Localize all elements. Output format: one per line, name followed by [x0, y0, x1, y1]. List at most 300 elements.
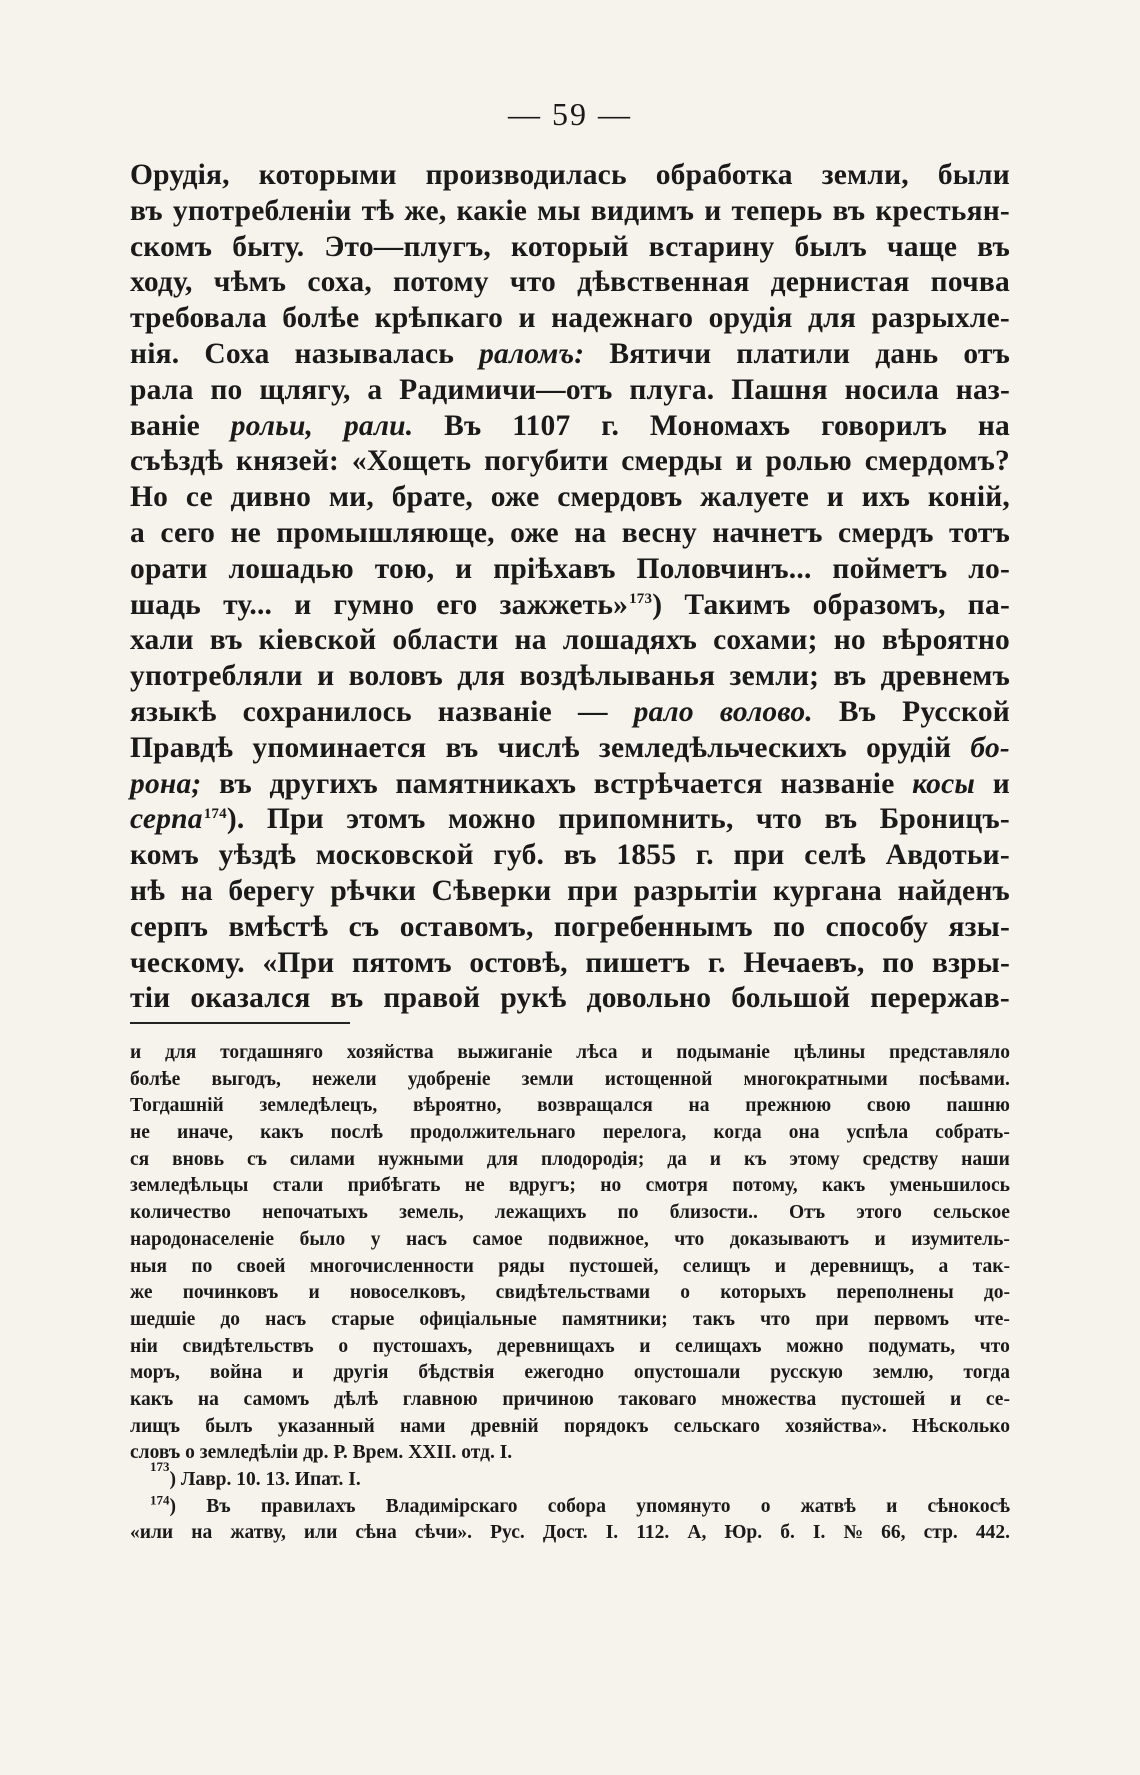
word: которыхъ	[720, 1282, 807, 1304]
word: А,	[687, 1522, 707, 1544]
word: ролью	[765, 445, 852, 478]
word: потому,	[732, 1175, 798, 1197]
word: бо-	[970, 731, 1010, 764]
word: въ	[130, 194, 163, 227]
word: первомъ	[873, 1308, 949, 1330]
word: воздѣлыванья	[519, 660, 716, 693]
word: и	[639, 1335, 651, 1357]
text-line	[130, 946, 1010, 982]
word: чѣмъ	[213, 266, 287, 299]
word: сельское	[933, 1202, 1010, 1224]
word: возвращался	[537, 1095, 653, 1117]
word: нужными	[377, 1148, 464, 1170]
word: правой	[383, 982, 481, 1015]
word: древнемъ	[880, 660, 1010, 693]
word: брате,	[391, 481, 473, 514]
word: скомъ	[130, 230, 213, 263]
word: землю,	[872, 1362, 934, 1384]
word: лошадью	[228, 552, 354, 585]
word: о	[180, 1442, 195, 1464]
footnote-line	[130, 1200, 1010, 1227]
word: орудія	[708, 302, 793, 335]
word: о	[680, 1282, 691, 1304]
word: рала	[130, 373, 194, 406]
footnote-line	[130, 1093, 1010, 1120]
text-line	[130, 301, 1010, 337]
word: быту.	[232, 230, 305, 263]
word: множества	[721, 1388, 817, 1410]
word: встарину	[648, 230, 775, 263]
footnote-line	[130, 1387, 1010, 1414]
word: кіевской	[258, 624, 377, 657]
word: количество	[130, 1202, 231, 1224]
word: можно	[786, 1335, 844, 1357]
word: Мономахъ	[649, 409, 791, 442]
word: стали	[272, 1175, 324, 1197]
word: области	[392, 624, 499, 657]
word: дернистая	[770, 266, 910, 299]
word: г.	[707, 946, 726, 979]
word: въ	[824, 803, 858, 836]
footnote-ref: 173	[629, 590, 653, 607]
word: отъ	[963, 337, 1010, 370]
word: «или	[130, 1522, 174, 1544]
word: Р.	[328, 1442, 348, 1464]
word: нами	[400, 1415, 446, 1437]
word: встрѣчается	[593, 767, 763, 800]
word: на	[688, 1095, 710, 1117]
word: так-	[972, 1255, 1010, 1277]
footnote-line	[130, 1494, 1010, 1521]
word: свидѣтельствами	[495, 1282, 651, 1304]
word: земледѣлецъ,	[259, 1095, 378, 1117]
text-line	[130, 337, 1010, 373]
word: коній,	[927, 481, 1010, 514]
word: жалуете	[700, 481, 810, 514]
word: иначе,	[177, 1122, 233, 1144]
word: смердомъ?	[864, 445, 1010, 478]
word: по	[210, 373, 243, 406]
word: прежнюю	[745, 1095, 832, 1117]
footnote-line	[130, 1440, 1010, 1467]
word: и	[992, 767, 1010, 800]
word: носила	[844, 373, 939, 406]
word: почва	[930, 266, 1010, 299]
word: рона;	[130, 767, 202, 800]
word: перержав-	[870, 982, 1010, 1015]
text-line	[130, 265, 1010, 301]
footnote-line	[130, 1040, 1010, 1067]
word: и	[518, 302, 536, 335]
word: въ	[445, 731, 479, 764]
word: по	[617, 1202, 639, 1224]
word: 442.	[975, 1522, 1010, 1544]
text-line	[130, 409, 1010, 445]
word: земель,	[399, 1202, 464, 1224]
word: ходу,	[130, 266, 193, 299]
word: и	[317, 660, 335, 693]
word: I.	[605, 1522, 619, 1544]
word: рѣчки	[330, 874, 417, 907]
word: хозяйства».	[785, 1415, 887, 1437]
word: пашню	[946, 1095, 1010, 1117]
word: употребляли	[130, 660, 303, 693]
word: оже	[510, 516, 559, 549]
word: для	[486, 1148, 519, 1170]
word: въ	[563, 839, 597, 872]
word: при	[567, 874, 619, 907]
word: названіе	[437, 695, 552, 728]
word: хали	[130, 624, 194, 657]
word: вмѣстѣ	[228, 910, 329, 943]
word: лошадяхъ	[562, 624, 698, 657]
word: старые	[331, 1308, 395, 1330]
text-line	[130, 910, 1010, 946]
word: №	[843, 1522, 864, 1544]
word: болѣе	[130, 1068, 181, 1090]
word: сохранилось	[242, 695, 412, 728]
word: б.	[780, 1522, 795, 1544]
word: крѣпкаго	[374, 302, 504, 335]
word: народонаселеніе	[130, 1228, 275, 1250]
word: деревнищахъ	[496, 1335, 615, 1357]
word: сохами;	[713, 624, 818, 657]
word: силами	[289, 1148, 355, 1170]
word: Въ	[206, 1495, 231, 1517]
footnote-line	[130, 1520, 1010, 1547]
word: тотъ	[949, 516, 1010, 549]
word: Юр.	[724, 1522, 763, 1544]
word: Тогдашній	[130, 1095, 224, 1117]
word: были	[937, 159, 1010, 191]
text-line	[130, 767, 1010, 803]
word: въ	[833, 660, 867, 693]
word: берегу	[228, 874, 315, 907]
word: оже	[490, 481, 540, 514]
word: хозяйства	[346, 1042, 434, 1063]
text-line	[130, 659, 1010, 695]
word: при	[815, 1308, 849, 1330]
word: моръ,	[130, 1362, 180, 1384]
word: на	[180, 874, 213, 907]
word: этомъ	[346, 803, 426, 836]
word: на	[191, 1522, 213, 1544]
main-text	[130, 158, 1010, 1017]
word: крестьян-	[875, 194, 1010, 227]
word: земли;	[729, 660, 820, 693]
word: самомъ	[243, 1388, 310, 1410]
footnote-line	[130, 1120, 1010, 1147]
word: и	[704, 194, 722, 227]
word: упоминается	[252, 731, 427, 764]
word: Такимъ	[684, 588, 791, 621]
word: Нечаевъ,	[743, 946, 865, 979]
word: наши	[961, 1148, 1010, 1170]
word: или	[303, 1522, 338, 1544]
word: 112.	[636, 1522, 670, 1544]
word: князей:	[235, 445, 340, 478]
text-line	[130, 731, 1010, 767]
word: I.	[812, 1522, 826, 1544]
word: разрыхле-	[871, 302, 1010, 335]
word: непочатыхъ	[262, 1202, 368, 1224]
word: пріѣхавъ	[493, 552, 616, 585]
text-line	[130, 695, 1010, 731]
footnote-line	[130, 1173, 1010, 1200]
word: Врем.	[347, 1442, 404, 1464]
word: указанный	[277, 1415, 375, 1437]
word: найденъ	[897, 874, 1010, 907]
word: сельскаго	[673, 1415, 760, 1437]
word: о	[760, 1495, 771, 1517]
word: успѣла	[846, 1122, 909, 1144]
word: ныя	[130, 1255, 168, 1277]
word: селищъ	[682, 1255, 751, 1277]
word: жатвѣ	[800, 1495, 856, 1517]
footnote-line	[130, 1307, 1010, 1334]
word: собрать-	[935, 1122, 1010, 1144]
word: въ	[977, 230, 1010, 263]
word: подвижное,	[548, 1228, 649, 1250]
word: I.	[494, 1442, 513, 1464]
word: и	[308, 1282, 320, 1304]
word: перелога,	[602, 1122, 687, 1144]
word: бѣдствія	[418, 1362, 495, 1384]
word: съ	[348, 910, 380, 943]
word: называлась	[294, 337, 455, 370]
word: лищъ	[130, 1415, 181, 1437]
word: памятники;	[561, 1308, 668, 1330]
word: опустошали	[633, 1362, 741, 1384]
text-line	[130, 802, 1010, 838]
word: переполнены	[836, 1282, 954, 1304]
text-line	[130, 981, 1010, 1017]
word: уѣздѣ	[218, 839, 297, 872]
word: остовѣ,	[469, 946, 568, 979]
word: др.	[298, 1442, 329, 1464]
word: правилахъ	[260, 1495, 356, 1517]
word: плуга.	[629, 373, 715, 406]
word: деревнищъ,	[810, 1255, 915, 1277]
word: упомянуто	[636, 1495, 731, 1517]
word: сѣнокосѣ	[927, 1495, 1010, 1517]
text-line	[130, 480, 1010, 516]
text-line	[130, 373, 1010, 409]
word: какъ	[822, 1175, 866, 1197]
word: чаще	[886, 230, 958, 263]
word: мы	[537, 194, 581, 227]
word: дѣлѣ	[333, 1388, 379, 1410]
word: воловъ	[348, 660, 443, 693]
word: взры-	[931, 946, 1010, 979]
word: который	[511, 230, 629, 263]
word: но	[833, 624, 866, 657]
word: но	[600, 1175, 622, 1197]
footnote-173	[130, 1459, 1010, 1494]
word: шедшіе	[130, 1308, 196, 1330]
word: и	[709, 1148, 722, 1170]
word: свою	[866, 1095, 911, 1117]
word: Русской	[902, 695, 1010, 728]
word: на	[197, 1388, 219, 1410]
text-line	[130, 838, 1010, 874]
footnote-ref: 174	[203, 805, 227, 822]
word: губ.	[493, 839, 545, 872]
word: уменьшилось	[889, 1175, 1010, 1197]
word: по	[882, 946, 915, 979]
word: послѣ	[330, 1122, 383, 1144]
word: близости..	[669, 1202, 758, 1224]
word: о	[338, 1335, 349, 1357]
word: производилась	[425, 159, 627, 191]
word: а	[367, 373, 383, 406]
word: Вятичи	[609, 337, 712, 370]
word: 1107	[512, 409, 571, 442]
word: доказываютъ	[729, 1228, 850, 1250]
word: лѣса	[576, 1042, 618, 1063]
word: г.	[601, 409, 620, 442]
word: починковъ	[182, 1282, 279, 1304]
word: ми,	[328, 481, 374, 514]
word: выжиганіе	[457, 1042, 553, 1063]
word: земледѣльцы	[130, 1175, 249, 1197]
word: говорилъ	[821, 409, 948, 442]
word: При	[266, 803, 324, 836]
word: смердъ	[838, 516, 934, 549]
word: пустошахъ,	[372, 1335, 473, 1357]
word: селѣ	[804, 839, 866, 872]
word: Правдѣ	[130, 731, 234, 764]
word: пишетъ	[585, 946, 691, 979]
word: орати	[130, 552, 208, 585]
word: не	[130, 1122, 150, 1144]
word: наз-	[955, 373, 1010, 406]
word: оставомъ,	[399, 910, 534, 943]
word: новоселковъ,	[349, 1282, 466, 1304]
footnote-number	[150, 1494, 176, 1521]
word: дань	[875, 337, 939, 370]
word: погубити	[484, 445, 609, 478]
word: таковаго	[618, 1388, 697, 1410]
word: на	[977, 409, 1010, 442]
footnote-mark: 173	[150, 1459, 170, 1474]
word: истощенной	[604, 1068, 713, 1090]
word: пустошей	[840, 1388, 926, 1410]
word: и	[950, 1388, 962, 1410]
word: раломъ:	[479, 337, 585, 370]
word: смердовъ	[557, 481, 683, 514]
word: нѣ	[130, 874, 166, 907]
word: рало	[633, 695, 694, 728]
word: оказался	[190, 982, 311, 1015]
word: и	[455, 552, 473, 585]
footnote-line	[130, 1227, 1010, 1254]
word: нежели	[312, 1068, 377, 1090]
word: какіе	[456, 194, 528, 227]
word: Авдотьи-	[885, 839, 1010, 872]
word: «Хощеть	[351, 445, 472, 478]
text-line	[130, 194, 1010, 230]
word: земледѣліи	[194, 1442, 299, 1464]
word: большой	[731, 982, 851, 1015]
word: се	[185, 481, 213, 514]
word: съѣздѣ	[130, 445, 224, 478]
word: зажжеть»	[499, 588, 629, 621]
word: 66,	[881, 1522, 906, 1544]
word: насъ	[405, 1228, 447, 1250]
word: въ	[832, 194, 866, 227]
word: лежащихъ	[494, 1202, 587, 1224]
word: Пашня	[731, 373, 828, 406]
word: когда	[713, 1122, 762, 1144]
word: ло-	[968, 552, 1010, 585]
text-line	[130, 588, 1010, 624]
word: причиною	[502, 1388, 594, 1410]
word: ваніе	[130, 409, 200, 442]
word: тіи	[130, 982, 171, 1015]
footnote-line	[130, 1334, 1010, 1361]
word: способу	[825, 910, 929, 943]
word: ніи	[130, 1335, 158, 1357]
word: смерды	[621, 445, 723, 478]
word: дивно	[230, 481, 312, 514]
word: такъ	[692, 1308, 736, 1330]
word: цѣлины	[793, 1042, 866, 1063]
word: и	[294, 588, 312, 621]
word: русскую	[770, 1362, 843, 1384]
text-line	[130, 552, 1010, 588]
text-line	[130, 158, 1010, 194]
word: видимъ	[590, 194, 695, 227]
word: комъ	[130, 839, 199, 872]
word: отд.	[456, 1442, 495, 1464]
word: въ	[330, 982, 364, 1015]
word: свидѣтельствъ	[182, 1335, 314, 1357]
word: числѣ	[497, 731, 580, 764]
word: серпа	[130, 803, 203, 836]
word: надежнаго	[551, 302, 694, 335]
word: тогда	[963, 1362, 1010, 1384]
word: былъ	[205, 1415, 253, 1437]
word: вдругъ;	[508, 1175, 576, 1197]
word: выгодъ,	[211, 1068, 281, 1090]
word: для	[808, 302, 857, 335]
word: довольно	[586, 982, 712, 1015]
word: тѣ	[361, 194, 395, 227]
word: плодородія;	[540, 1148, 645, 1170]
word: Дост.	[542, 1522, 588, 1544]
word: для	[457, 660, 506, 693]
word: земледѣльческихъ	[598, 731, 847, 764]
word: тою,	[374, 552, 435, 585]
word: ).	[226, 803, 245, 836]
word: съ	[246, 1148, 267, 1170]
word: требовала	[130, 302, 267, 335]
word: шадь	[130, 588, 201, 621]
word: что	[979, 1335, 1010, 1357]
word: да	[667, 1148, 687, 1170]
word: же	[130, 1282, 153, 1304]
word: словъ	[130, 1442, 181, 1464]
word: —	[577, 695, 608, 728]
word-with-ref	[500, 588, 663, 624]
footnote-mark: 174	[150, 1492, 170, 1508]
word: земли,	[821, 159, 909, 191]
word: для	[164, 1042, 197, 1063]
word: болѣе	[282, 302, 360, 335]
word: )	[169, 1495, 176, 1517]
word: на	[574, 516, 607, 549]
